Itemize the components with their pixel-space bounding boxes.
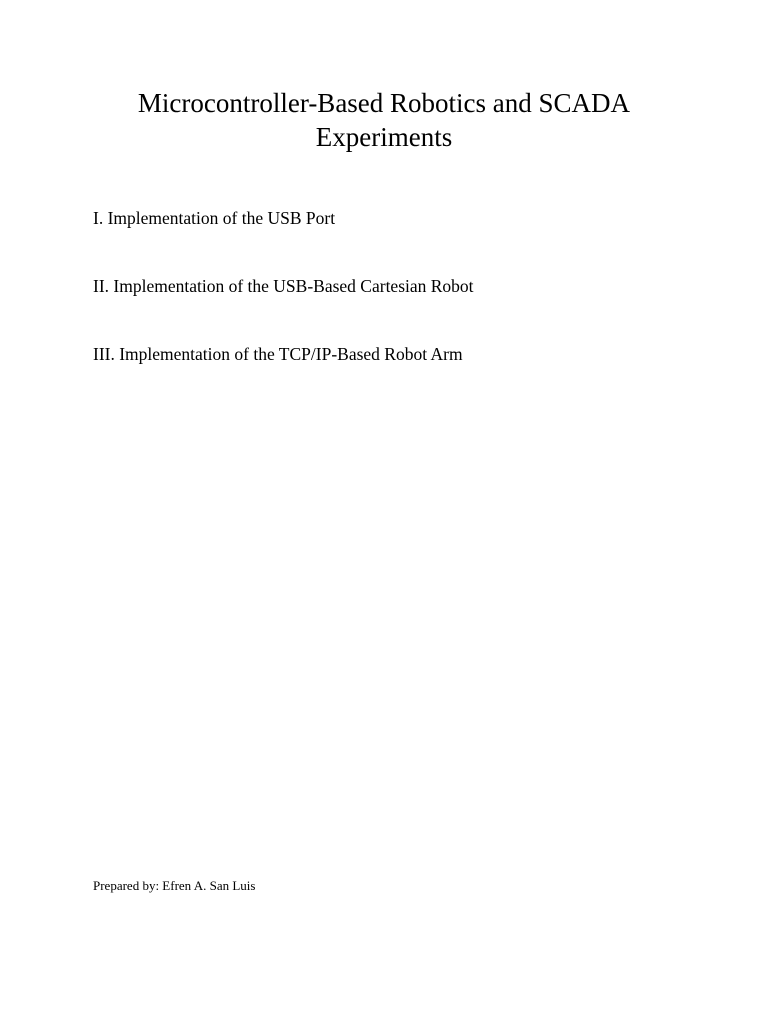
document-title <box>60 86 708 154</box>
section-heading-3: III. Implementation of the TCP/IP-Based Robot Arm <box>93 344 463 364</box>
section-heading-2: II. Implementation of the USB-Based Cartesian Robot <box>93 276 474 296</box>
title-line-2: Experiments <box>315 122 453 152</box>
prepared-by-line: Prepared by: Efren A. San Luis <box>93 878 256 893</box>
section-heading-1: I. Implementation of the USB Port <box>93 208 336 228</box>
title-line-1: Microcontroller-Based Robotics and SCADA <box>137 88 631 118</box>
